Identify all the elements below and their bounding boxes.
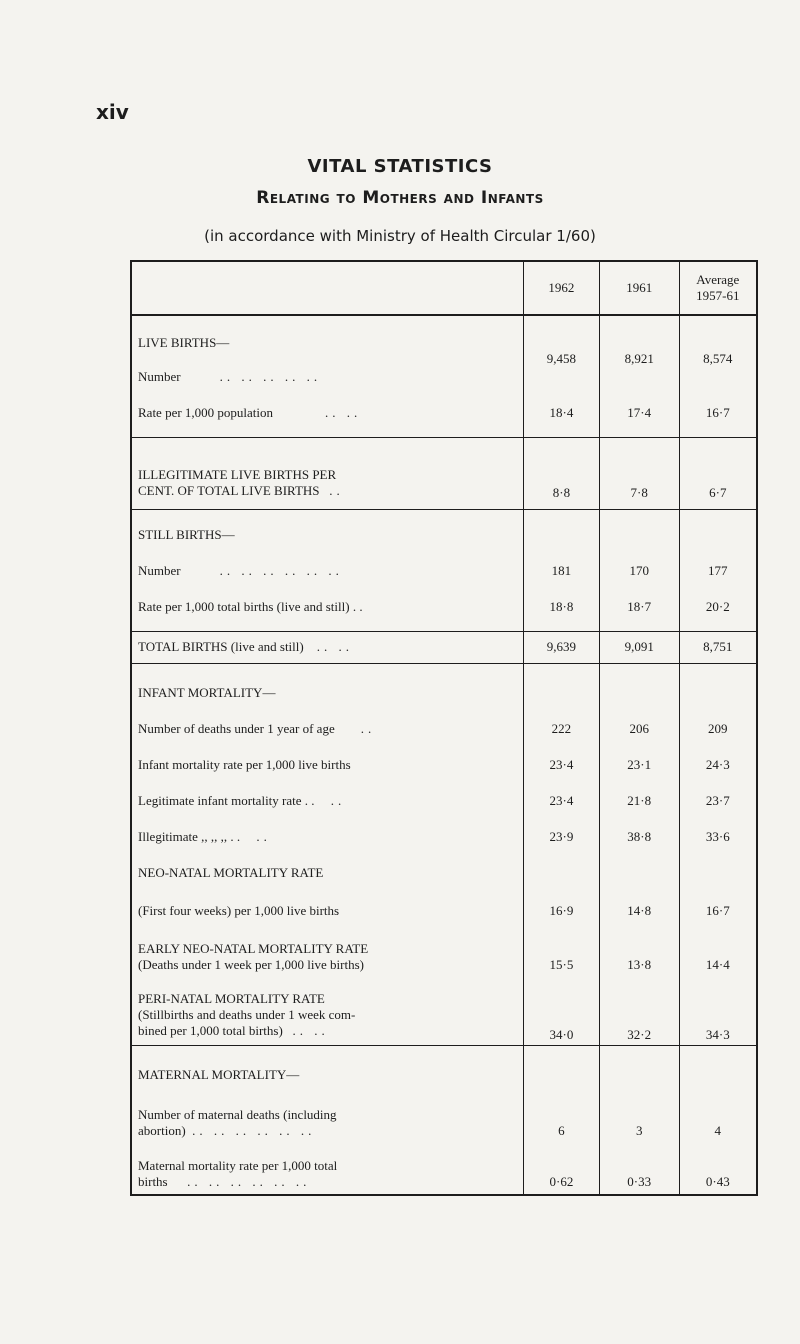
table-row <box>131 809 757 845</box>
table-row <box>131 1045 757 1083</box>
row-label: ILLEGITIMATE LIVE BIRTHS PER CENT. OF TOTAL LIVE BIRTHS .. <box>131 437 524 509</box>
page-subtitle: Relating to Mothers and Infants <box>256 188 544 208</box>
cell-1962: 9,458 <box>524 351 600 385</box>
cell-average: 16·7 <box>679 881 757 919</box>
cell-1962: 0·62 <box>524 1139 600 1195</box>
cell-average: 8,574 <box>679 351 757 385</box>
table-row <box>131 543 757 579</box>
header-1961: 1961 <box>599 261 679 315</box>
cell-1962: 16·9 <box>524 881 600 919</box>
section-heading: MATERNAL MORTALITY— <box>131 1045 524 1083</box>
cell-1961: 0·33 <box>599 1139 679 1195</box>
section-heading: NEO-NATAL MORTALITY RATE <box>131 845 524 881</box>
cell-1961: 18·7 <box>599 579 679 631</box>
section-heading: LIVE BIRTHS— <box>131 315 524 351</box>
cell-average: 33·6 <box>679 809 757 845</box>
row-label: (First four weeks) per 1,000 live births <box>131 881 524 919</box>
cell-1962: 6 <box>524 1083 600 1139</box>
cell-1962: 15·5 <box>524 919 600 973</box>
cell-1961: 38·8 <box>599 809 679 845</box>
cell-1962: 222 <box>524 701 600 737</box>
cell-1961: 32·2 <box>599 973 679 1045</box>
row-label: Rate per 1,000 population .. .. <box>131 385 524 437</box>
table-row <box>131 737 757 773</box>
section-heading: INFANT MORTALITY— <box>131 663 524 701</box>
table-row <box>131 437 757 509</box>
cell-average: 4 <box>679 1083 757 1139</box>
cell-1961: 9,091 <box>599 631 679 663</box>
table-row <box>131 919 757 973</box>
cell-1961: 7·8 <box>599 437 679 509</box>
row-label: Legitimate infant mortality rate . . .. <box>131 773 524 809</box>
table-row <box>131 881 757 919</box>
table-row <box>131 973 757 1045</box>
row-label: Number .. .. .. .. .. .. <box>131 543 524 579</box>
cell-1961: 23·1 <box>599 737 679 773</box>
cell-average: 6·7 <box>679 437 757 509</box>
cell-1962: 23·4 <box>524 737 600 773</box>
cell-1961: 170 <box>599 543 679 579</box>
cell-average: 34·3 <box>679 973 757 1045</box>
row-label: PERI-NATAL MORTALITY RATE (Stillbirths and deaths under 1 week com- bined per 1,000 total births) .. .. <box>131 973 524 1045</box>
cell-1962: 34·0 <box>524 973 600 1045</box>
cell-1961: 17·4 <box>599 385 679 437</box>
cell-average: 20·2 <box>679 579 757 631</box>
cell-average: 8,751 <box>679 631 757 663</box>
row-label: Maternal mortality rate per 1,000 total births .. .. .. .. .. .. <box>131 1139 524 1195</box>
row-label: Illegitimate ,, ,, ,, . . .. <box>131 809 524 845</box>
header-1962: 1962 <box>524 261 600 315</box>
row-label: Number of deaths under 1 year of age .. <box>131 701 524 737</box>
page-title: VITAL STATISTICS <box>307 156 493 177</box>
cell-1962: 9,639 <box>524 631 600 663</box>
circular-note: (in accordance with Ministry of Health Circular 1/60) <box>204 227 596 245</box>
cell-1961: 21·8 <box>599 773 679 809</box>
row-label: Number .. .. .. .. .. <box>131 351 524 385</box>
table-row <box>131 509 757 543</box>
table-row <box>131 845 757 881</box>
table-row <box>131 631 757 663</box>
table-row <box>131 579 757 631</box>
cell-1962: 23·4 <box>524 773 600 809</box>
cell-average: 0·43 <box>679 1139 757 1195</box>
cell-1961: 8,921 <box>599 351 679 385</box>
cell-1961: 13·8 <box>599 919 679 973</box>
cell-1961: 206 <box>599 701 679 737</box>
row-label: Number of maternal deaths (including abortion) .. .. .. .. .. .. <box>131 1083 524 1139</box>
cell-average: 14·4 <box>679 919 757 973</box>
cell-1962: 18·8 <box>524 579 600 631</box>
row-label: Rate per 1,000 total births (live and still) . . <box>131 579 524 631</box>
table-row <box>131 773 757 809</box>
table-row <box>131 1083 757 1139</box>
header-row <box>131 261 757 315</box>
cell-1961: 14·8 <box>599 881 679 919</box>
cell-average: 177 <box>679 543 757 579</box>
cell-average: 23·7 <box>679 773 757 809</box>
table-row <box>131 701 757 737</box>
table-row <box>131 385 757 437</box>
cell-average: 209 <box>679 701 757 737</box>
cell-average: 16·7 <box>679 385 757 437</box>
page-number: xiv <box>96 100 129 124</box>
table-row <box>131 1139 757 1195</box>
vital-statistics-table <box>130 260 758 1196</box>
cell-average: 24·3 <box>679 737 757 773</box>
table-row <box>131 315 757 351</box>
header-average: Average 1957-61 <box>679 261 757 315</box>
cell-1962: 181 <box>524 543 600 579</box>
row-label: EARLY NEO-NATAL MORTALITY RATE (Deaths under 1 week per 1,000 live births) <box>131 919 524 973</box>
cell-1962: 8·8 <box>524 437 600 509</box>
cell-1962: 23·9 <box>524 809 600 845</box>
section-heading: STILL BIRTHS— <box>131 509 524 543</box>
row-label: TOTAL BIRTHS (live and still) .. .. <box>131 631 524 663</box>
cell-1962: 18·4 <box>524 385 600 437</box>
table-row <box>131 663 757 701</box>
cell-1961: 3 <box>599 1083 679 1139</box>
header-blank <box>131 261 524 315</box>
row-label: Infant mortality rate per 1,000 live births <box>131 737 524 773</box>
table-row <box>131 351 757 385</box>
